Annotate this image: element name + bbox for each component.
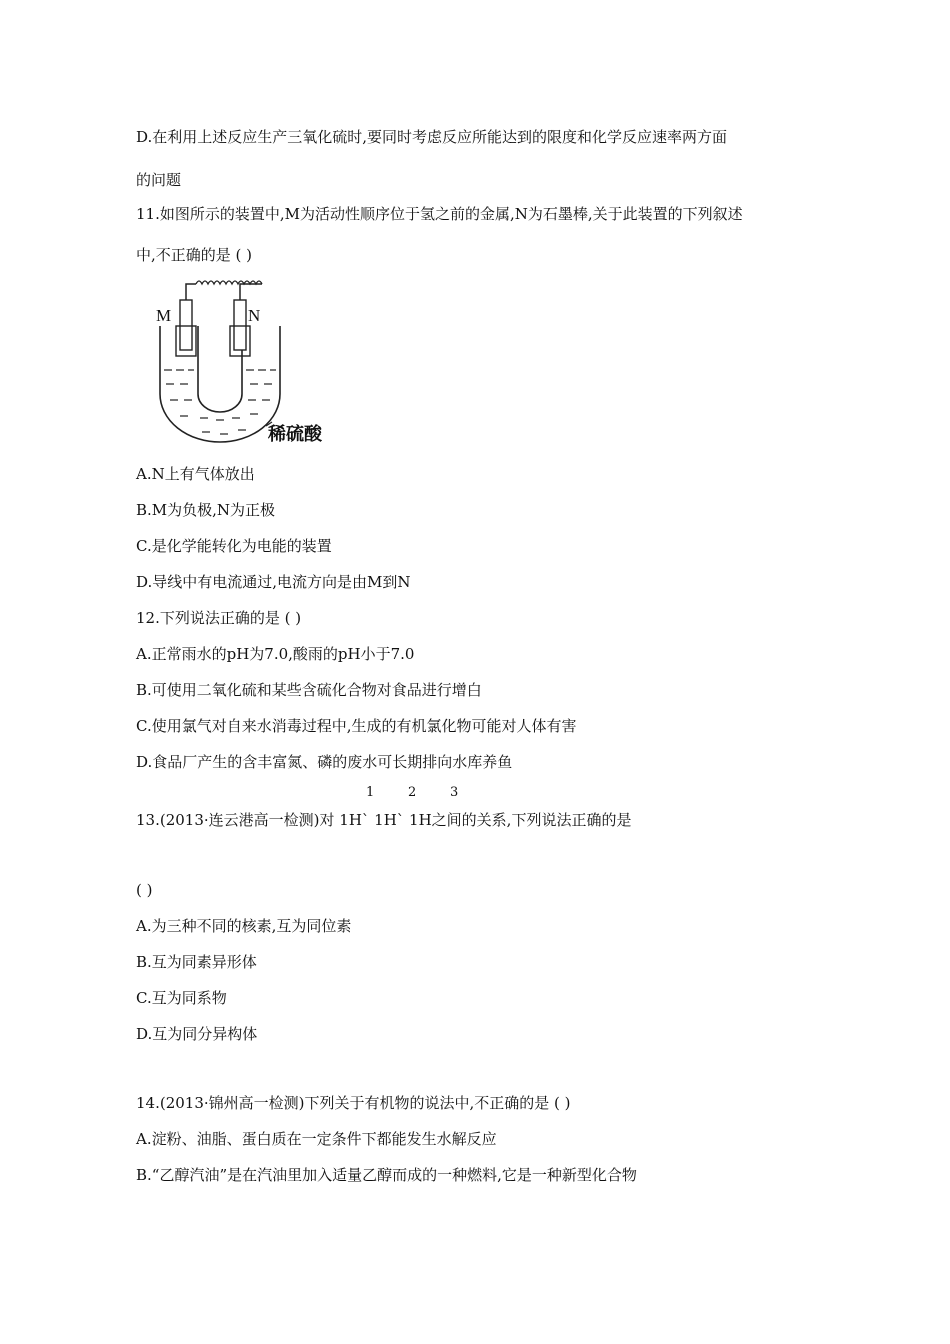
line-13: 13.(2013·连云港高一检测)对 1H` 1H` 1H之间的关系,下列说法正确的是 (136, 811, 632, 829)
u-tube-figure (150, 276, 340, 446)
line-7: D.导线中有电流通过,电流方向是由M到N (136, 573, 411, 591)
line-1: 的问题 (136, 171, 182, 189)
line-15: A.为三种不同的核素,互为同位素 (136, 917, 352, 935)
line-16: B.互为同素异形体 (136, 953, 257, 971)
line-19: 14.(2013·锦州高一检测)下列关于有机物的说法中,不正确的是 ( ) (136, 1094, 571, 1112)
line-11: C.使用氯气对自来水消毒过程中,生成的有机氯化物可能对人体有害 (136, 717, 577, 735)
mass-number-2: 2 (408, 785, 417, 800)
line-14: ( ) (136, 881, 153, 899)
line-4: A.N上有气体放出 (136, 465, 255, 483)
mass-number-1: 1 (366, 785, 375, 800)
line-18: D.互为同分异构体 (136, 1025, 258, 1043)
line-10: B.可使用二氧化硫和某些含硫化合物对食品进行增白 (136, 681, 482, 699)
line-21: B.“乙醇汽油”是在汽油里加入适量乙醇而成的一种燃料,它是一种新型化合物 (136, 1166, 637, 1184)
line-9: A.正常雨水的pH为7.0,酸雨的pH小于7.0 (136, 645, 415, 663)
line-2: 11.如图所示的装置中,M为活动性顺序位于氢之前的金属,N为石墨棒,关于此装置的下列叙述 (136, 205, 743, 223)
line-17: C.互为同系物 (136, 989, 227, 1007)
electrode-label-m: M (156, 306, 172, 325)
line-8: 12.下列说法正确的是 ( ) (136, 609, 302, 627)
electrode-label-n: N (248, 306, 261, 325)
line-0: D.在利用上述反应生产三氧化硫时,要同时考虑反应所能达到的限度和化学反应速率两方面 (136, 128, 728, 146)
line-5: B.M为负极,N为正极 (136, 501, 276, 519)
line-3: 中,不正确的是 ( ) (136, 246, 253, 264)
line-12: D.食品厂产生的含丰富氮、磷的废水可长期排向水库养鱼 (136, 753, 513, 771)
mass-number-3: 3 (450, 785, 459, 800)
acid-label: 稀硫酸 (268, 424, 322, 445)
line-20: A.淀粉、油脂、蛋白质在一定条件下都能发生水解反应 (136, 1130, 497, 1148)
line-6: C.是化学能转化为电能的装置 (136, 537, 332, 555)
